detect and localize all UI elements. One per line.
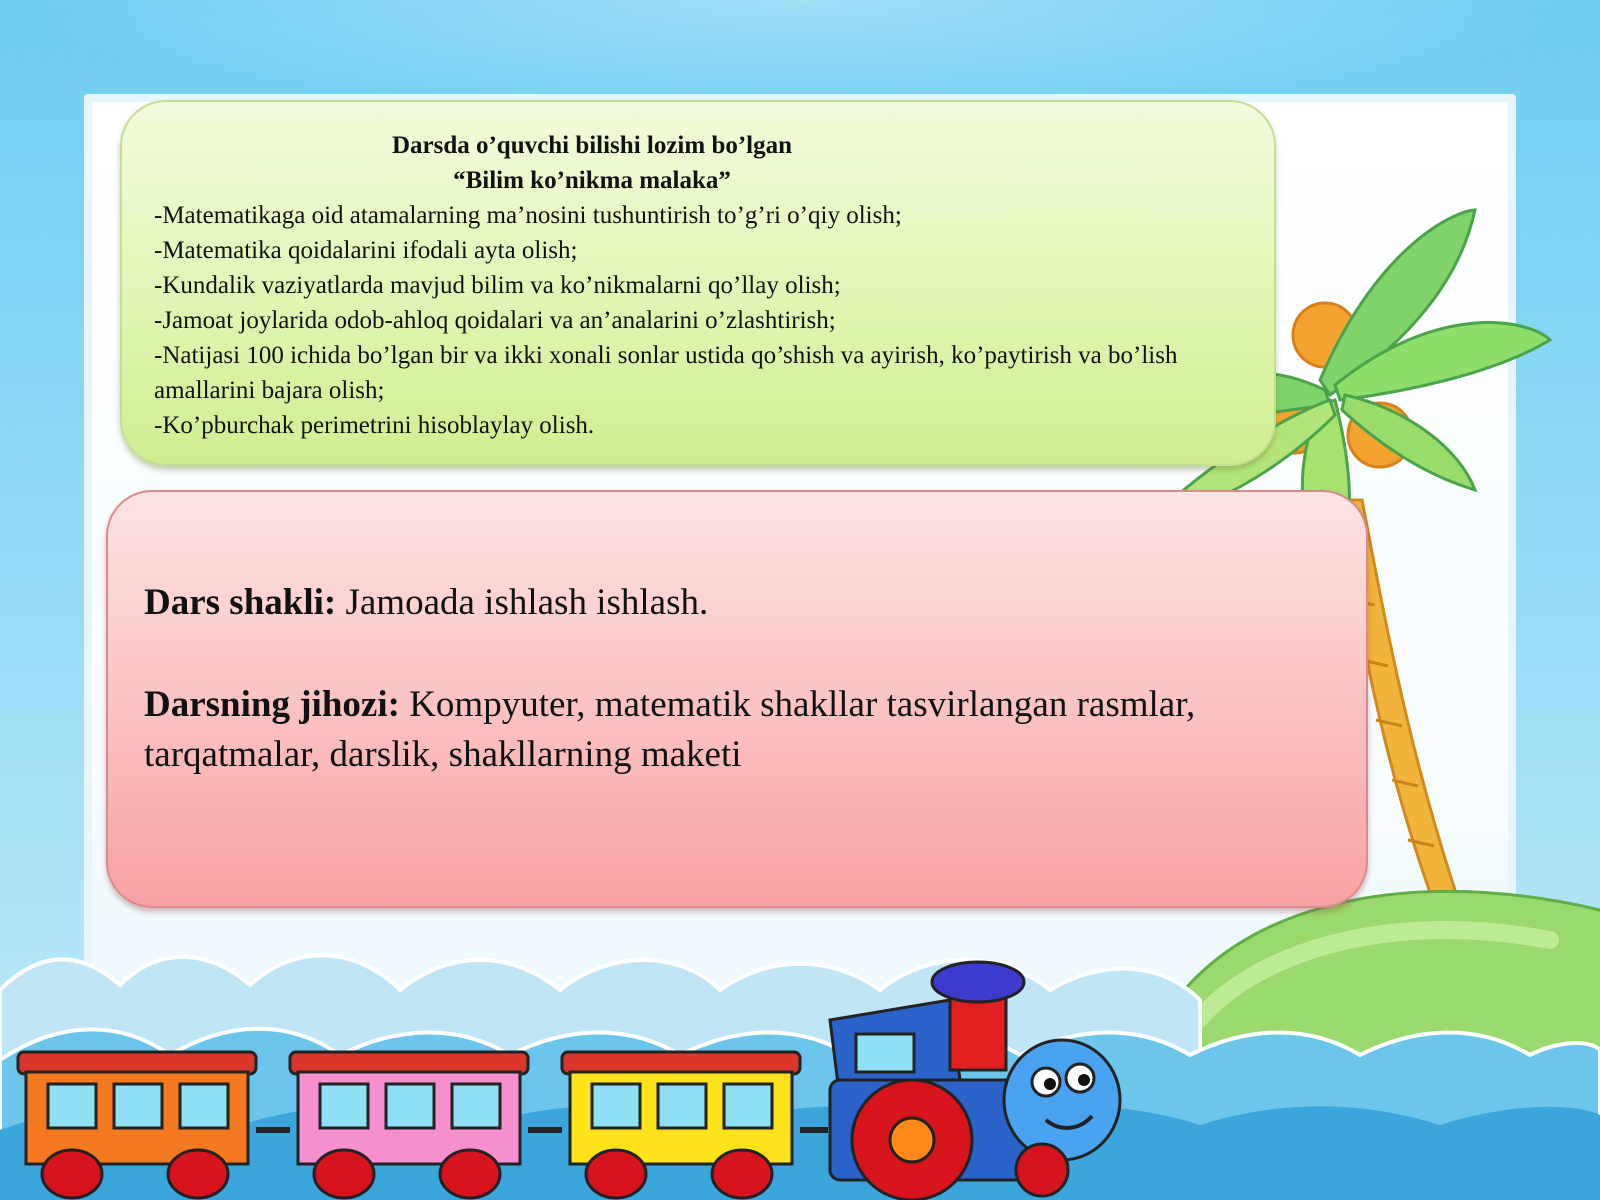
toy-train xyxy=(0,960,1130,1200)
objective-item: -Matematikaga oid atamalarning ma’nosini tushuntirish to’g’ri o’qiy olish; xyxy=(154,202,902,229)
lesson-equipment-value: Kompyuter, matematik shakllar tasvirlangan rasmlar, tarqatmalar, darslik, shakllarning maketi xyxy=(144,684,1196,775)
objectives-title-line2: “Bilim ko’nikma malaka” xyxy=(453,167,731,194)
objective-item: -Matematika qoidalarini ifodali ayta olish; xyxy=(154,237,578,264)
lesson-form xyxy=(108,578,1366,628)
objectives-title-line1: Darsda o’quvchi bilishi lozim bo’lgan xyxy=(391,132,793,159)
objectives-box xyxy=(120,100,1276,466)
train-locomotive xyxy=(830,962,1120,1200)
objective-item: -Natijasi 100 ichida bo’lgan bir va ikki xonali sonlar ustida qo’shish va ayirish, ko’paytirish va bo’lish amallarini bajara olish; xyxy=(154,342,1178,404)
lesson-form-value: Jamoada ishlash ishlash. xyxy=(336,582,709,623)
objective-item: -Jamoat joylarida odob-ahloq qoidalari va an’analarini o’zlashtirish; xyxy=(154,307,836,334)
objective-item: -Kundalik vaziyatlarda mavjud bilim va ko’nikmalarni qo’llay olish; xyxy=(154,272,841,299)
objective-item: -Ko’pburchak perimetrini hisoblaylay olish. xyxy=(154,412,595,439)
objectives-title xyxy=(122,128,1062,198)
train-car-orange xyxy=(18,1052,256,1198)
lesson-form-label: Dars shakli: xyxy=(144,582,337,623)
train-car-yellow xyxy=(562,1052,800,1198)
lesson-equipment xyxy=(108,680,1366,780)
lesson-info-box xyxy=(106,490,1368,908)
train-car-pink xyxy=(290,1052,528,1198)
objectives-list xyxy=(122,198,1274,443)
lesson-equipment-label: Darsning jihozi: xyxy=(144,684,400,725)
